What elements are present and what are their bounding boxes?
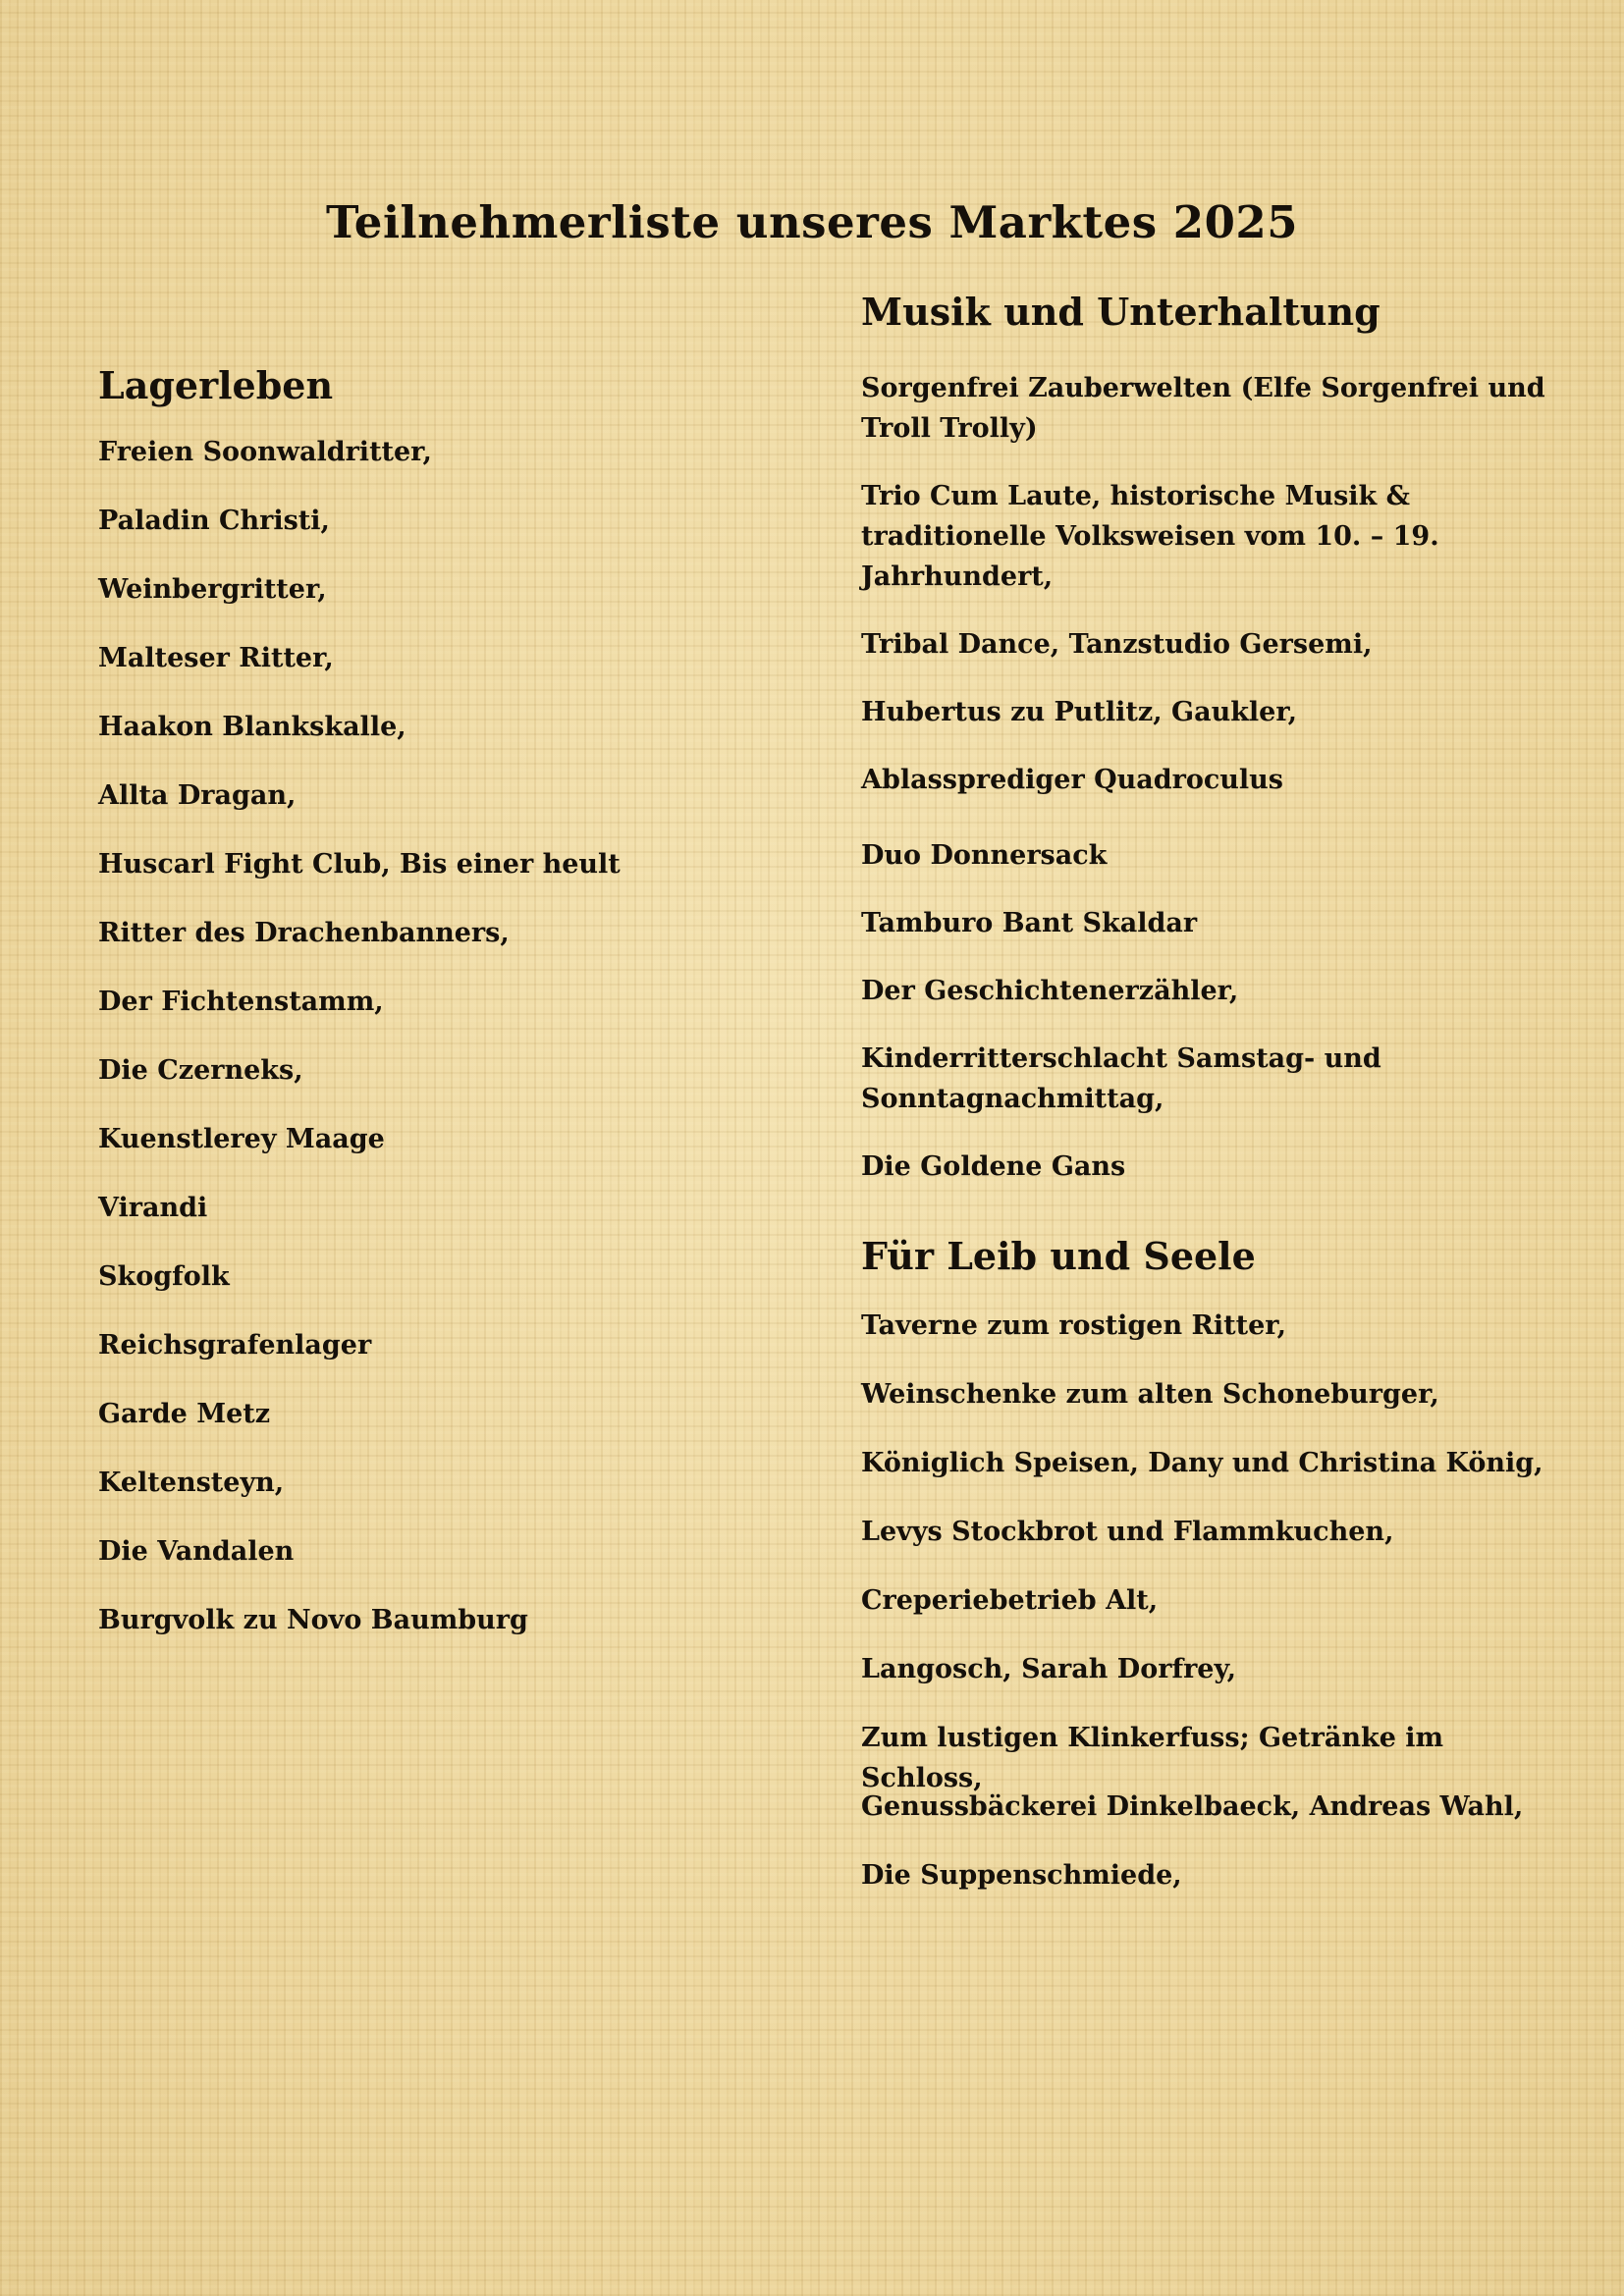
list-item: Die Czerneks, <box>98 1055 303 1086</box>
list-item: Genussbäckerei Dinkelbaeck, Andreas Wahl, <box>861 1791 1524 1822</box>
list-item: Levys Stockbrot und Flammkuchen, <box>861 1517 1394 1547</box>
list-item: Tribal Dance, Tanzstudio Gersemi, <box>861 629 1373 660</box>
list-item: Malteser Ritter, <box>98 643 334 673</box>
list-item: Langosch, Sarah Dorfrey, <box>861 1654 1236 1684</box>
page-title: Teilnehmerliste unseres Marktes 2025 <box>325 196 1299 248</box>
list-item: Der Geschichtenerzähler, <box>861 976 1239 1006</box>
list-item: Ablassprediger Quadroculus <box>861 765 1283 795</box>
list-item: Paladin Christi, <box>98 506 330 536</box>
list-item: Ritter des Drachenbanners, <box>98 918 510 948</box>
list-item: Haakon Blankskalle, <box>98 712 406 742</box>
list-item: Virandi <box>98 1193 208 1223</box>
list-item: Königlich Speisen, Dany und Christina König, <box>861 1448 1543 1478</box>
list-item: Hubertus zu Putlitz, Gaukler, <box>861 697 1297 727</box>
list-item: Reichsgrafenlager <box>98 1330 372 1361</box>
right-column <box>861 290 1548 1924</box>
musik-section <box>861 290 1548 1187</box>
list-item: Die Goldene Gans <box>861 1151 1126 1182</box>
list-item: Die Suppenschmiede, <box>861 1860 1182 1891</box>
list-item: Huscarl Fight Club, Bis einer heult <box>98 849 621 880</box>
lagerleben-heading: Lagerleben <box>98 363 334 407</box>
list-item: Die Vandalen <box>98 1536 295 1567</box>
lagerleben-section <box>98 363 785 1669</box>
list-item: Weinschenke zum alten Schoneburger, <box>861 1379 1439 1410</box>
list-item: Keltensteyn, <box>98 1468 285 1498</box>
list-item: Taverne zum rostigen Ritter, <box>861 1310 1286 1341</box>
list-item: Skogfolk <box>98 1261 230 1292</box>
list-item: Weinbergritter, <box>98 574 327 605</box>
list-item: Tamburo Bant Skaldar <box>861 908 1198 938</box>
leib-seele-section <box>861 1234 1548 1924</box>
list-item: Garde Metz <box>98 1399 271 1429</box>
list-item: Duo Donnersack <box>861 840 1108 871</box>
list-item: Burgvolk zu Novo Baumburg <box>98 1605 528 1635</box>
list-item: Creperiebetrieb Alt, <box>861 1585 1159 1616</box>
list-item: Kinderritterschlacht Samstag- und Sonntagnachmittag, <box>861 1043 1381 1114</box>
list-item: Allta Dragan, <box>98 780 297 811</box>
list-item: Freien Soonwaldritter, <box>98 437 432 467</box>
musik-heading: Musik und Unterhaltung <box>861 290 1380 334</box>
leib-seele-heading: Für Leib und Seele <box>861 1234 1256 1278</box>
leib-seele-list <box>861 1306 1548 1924</box>
lagerleben-list <box>98 432 785 1669</box>
list-item: Zum lustigen Klinkerfuss; Getränke im Schloss, <box>861 1723 1444 1793</box>
list-item: Kuenstlerey Maage <box>98 1124 385 1154</box>
list-item: Der Fichtenstamm, <box>98 987 384 1017</box>
list-item: Sorgenfrei Zauberwelten (Elfe Sorgenfrei und Troll Trolly) <box>861 373 1545 444</box>
list-item: Trio Cum Laute, historische Musik & traditionelle Volksweisen vom 10. – 19. Jahrhundert, <box>861 481 1439 592</box>
musik-list <box>861 368 1548 1187</box>
